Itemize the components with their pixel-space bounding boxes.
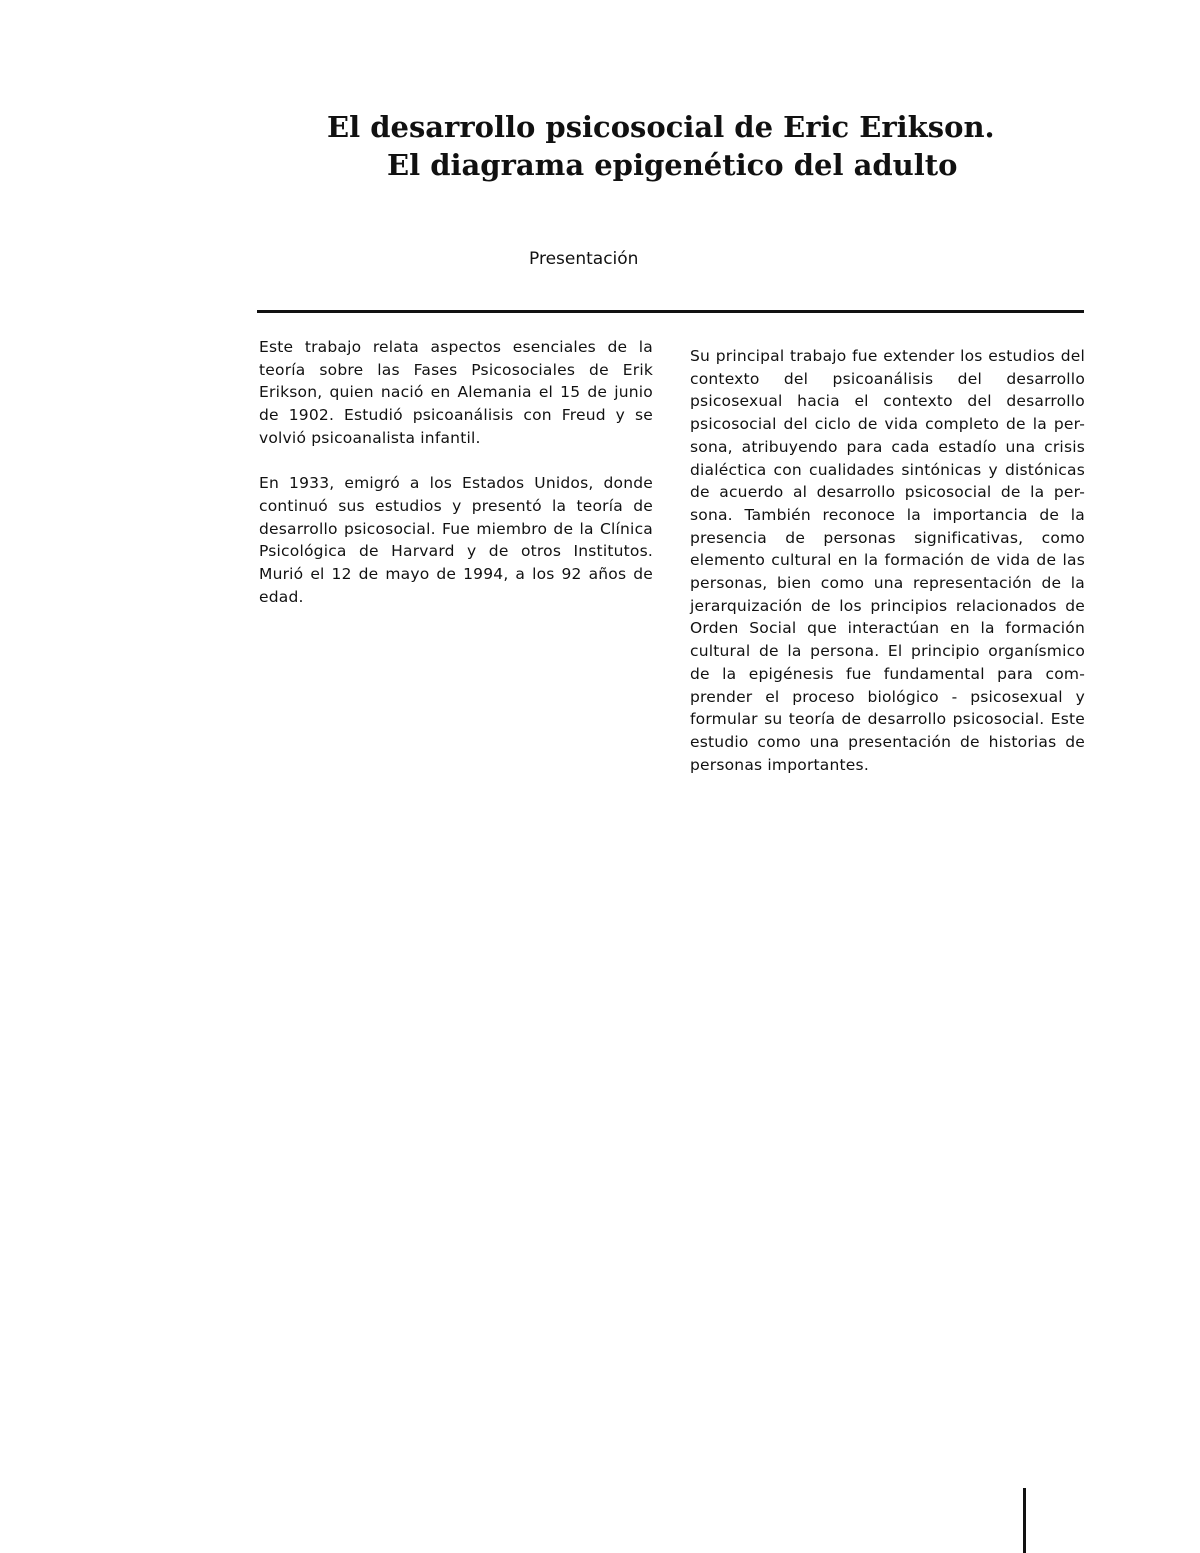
horizontal-rule: [257, 310, 1084, 313]
right-text-column: [690, 345, 1085, 776]
right-paragraph-1: Su principal trabajo fue extender los estudios del contexto del psicoanálisis del desarrollo psicosexual hacia el contexto del desarrollo psicosocial del ciclo de vida completo de la per- sona, atribuyendo para cada estadío una crisis dialéctica con cualidades sintónicas y distónicas de acuerdo al desarrollo psicosocial de la per- sona. También reconoce la importancia de la presencia de personas significativas, como elemento cultural en la formación de vida de las personas, bien como una representación de la jerarquización de los principios relacionados de Orden Social que interactúan en la formación cultural de la persona. El principio organísmico de la epigénesis fue fundamental para com- prender el proceso biológico - psicosexual y formular su teoría de desarrollo psicosocial. Este estudio como una presentación de historias de personas importantes.: [690, 347, 1085, 774]
page-edge-marker: [1023, 1488, 1026, 1553]
left-paragraph-2: En 1933, emigró a los Estados Unidos, donde continuó sus estudios y presentó la teoría de desarrollo psicosocial. Fue miembro de la Clínica Psicológica de Harvard y de otros Institutos. Murió el 12 de mayo de 1994, a los 92 años de edad.: [259, 474, 653, 606]
document-title-line-1: El desarrollo psicosocial de Eric Erikson.: [327, 110, 995, 144]
section-heading: Presentación: [529, 249, 639, 269]
document-title-line-2: El diagrama epigenético del adulto: [387, 148, 958, 182]
left-text-column: [259, 336, 653, 608]
left-paragraph-1: Este trabajo relata aspectos esenciales de la teoría sobre las Fases Psicosociales de Erik Erikson, quien nació en Alemania el 15 de junio de 1902. Estudió psicoanálisis con Freud y se volvió psicoanalista infantil.: [259, 338, 653, 447]
